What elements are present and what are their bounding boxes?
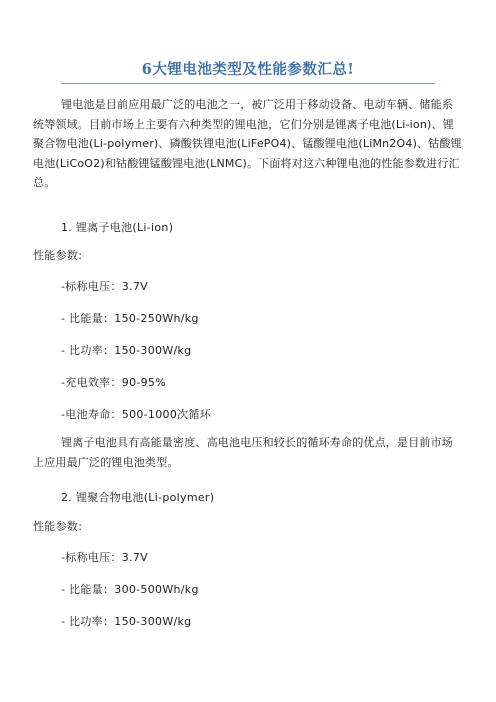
section-summary: 锂离子电池具有高能量密度、高电池电压和较长的循环寿命的优点，是目前市场上应用最广泛的锂电池类型。	[33, 436, 453, 469]
section-heading-li-polymer: 2. 锂聚合物电池(Li-polymer)	[61, 491, 215, 504]
param-item: -电池寿命：500-1000次循环	[61, 408, 212, 421]
intro-paragraph: 锂电池是目前应用最广泛的电池之一，被广泛用于移动设备、电动车辆、储能系统等领域。目前市场上主要有六种类型的锂电池，它们分别是锂离子电池(Li-ion)、锂聚合物电池(Li-polymer)、磷酸铁锂电池(LiFePO4)、锰酸锂电池(LiMn2O4)、钴酸锂电池(LiCoO2)和钴酸锂锰酸锂电池(LNMC)。下面将对这六种锂电池的性能参数进行汇总。	[33, 98, 462, 189]
params-label: 性能参数:	[33, 249, 83, 262]
section-heading-li-ion: 1. 锂离子电池(Li-ion)	[61, 221, 174, 234]
param-item: - 比功率：150-300W/kg	[61, 344, 192, 357]
param-item: -标称电压：3.7V	[61, 551, 148, 564]
param-item: - 比功率：150-300W/kg	[61, 615, 192, 628]
param-item: - 比能量：300-500Wh/kg	[61, 583, 199, 596]
params-label: 性能参数:	[33, 520, 83, 533]
param-item: - 比能量：150-250Wh/kg	[61, 312, 199, 325]
param-item: -标称电压：3.7V	[61, 280, 148, 293]
document-title: 6大锂电池类型及性能参数汇总!	[141, 61, 355, 78]
title-underline	[61, 83, 435, 84]
param-item: -充电效率：90-95%	[61, 376, 166, 389]
